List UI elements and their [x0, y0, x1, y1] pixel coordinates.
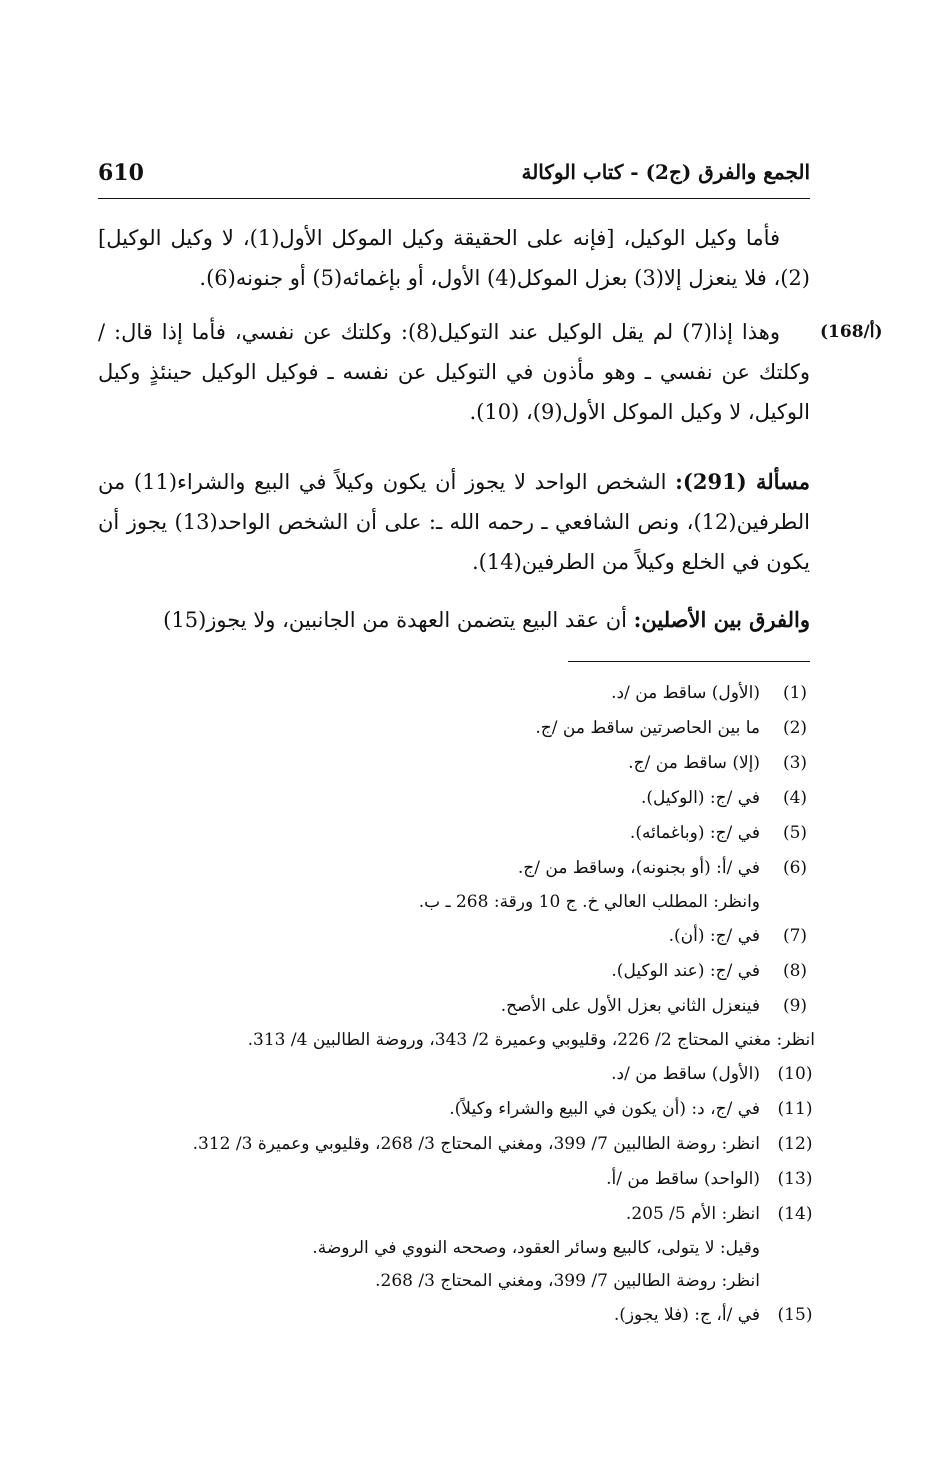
paragraph-difference: [98, 600, 810, 640]
footnote-text: في /أ، ج: (فلا يجوز).: [613, 1305, 760, 1325]
footnote: [130, 781, 815, 816]
footnote-number: (11): [777, 1099, 813, 1119]
page-number: 610: [98, 160, 144, 186]
footnote: [130, 711, 815, 746]
footnote-text: في /أ: (أو بجنونه)، وساقط من /ج.: [517, 858, 760, 878]
paragraph-1: [98, 218, 810, 298]
footnote-text: (الأول) ساقط من /د.: [611, 683, 760, 703]
footnote-number: (8): [782, 961, 808, 981]
footnote-text: في /ج: (أن).: [668, 926, 760, 946]
footnote-number: (12): [777, 1134, 813, 1154]
footnote: [130, 1057, 815, 1092]
footnote: [130, 851, 815, 886]
footnote-continuation: [130, 1265, 815, 1298]
footnote-text: انظر: روضة الطالبين 7/ 399، ومغني المحتاج 3/ 268، وقليوبي وعميرة 3/ 312.: [192, 1134, 760, 1154]
footnote-text: انظر: مغني المحتاج 2/ 226، وقليوبي وعميرة 2/ 343، وروضة الطالبين 4/ 313.: [247, 1030, 815, 1050]
issue-text: الشخص الواحد لا يجوز أن يكون وكيلاً في البيع والشراء(11) من الطرفين(12)، ونص الشافعي ـ رحمه الله ـ: على أن الشخص الواحد(13) يجوز أن يكون في الخلع وكيلاً من الطرفين(14).: [98, 470, 810, 574]
footnote-number: (2): [782, 718, 808, 738]
footnote-number: (7): [782, 926, 808, 946]
footnote: [130, 1127, 815, 1162]
footnote-text: في /ج: (وباغمائه).: [629, 823, 760, 843]
footnote-number: (14): [777, 1204, 813, 1224]
header-rule: [98, 198, 810, 199]
running-title: الجمع والفرق (ج2) - كتاب الوكالة: [521, 160, 810, 184]
footnote-text: وانظر: المطلب العالي خ. ج 10 ورقة: 268 ـ ب.: [418, 892, 760, 912]
footnote-text: ما بين الحاصرتين ساقط من /ج.: [535, 718, 760, 738]
footnote-text: في /ج: (عند الوكيل).: [611, 961, 760, 981]
footnote: [130, 1162, 815, 1197]
footnote-text: فينعزل الثاني بعزل الأول على الأصح.: [500, 996, 760, 1016]
footnote-text: (إلا) ساقط من /ج.: [628, 753, 760, 773]
footnote: [130, 816, 815, 851]
footnote-number: (6): [782, 858, 808, 878]
footnote-continuation: [130, 1232, 815, 1265]
footnote-text: (الواحد) ساقط من /أ.: [606, 1169, 760, 1189]
paragraph-2-text: وهذا إذا(7) لم يقل الوكيل عند التوكيل(8): وكلتك عن نفسي، فأما إذا قال: / وكلتك عن نفسي ـ وهو مأذون في التوكيل عن نفسه ـ فوكيل الوكيل حينئذٍ وكيل الوكيل، لا وكيل الموكل الأول(9)، (10).: [98, 320, 810, 424]
footnote: [130, 676, 815, 711]
footnote-number: (5): [782, 823, 808, 843]
paragraph-issue-291: [98, 462, 810, 582]
footnote: [130, 954, 815, 989]
paragraph-2: [98, 312, 810, 432]
footnote-number: (9): [782, 996, 808, 1016]
footnote-continuation: [130, 1024, 815, 1057]
footnote-continuation: [130, 886, 815, 919]
difference-heading: والفرق بين الأصلين:: [633, 607, 810, 632]
footnote-separator: [568, 661, 810, 662]
difference-text: أن عقد البيع يتضمن العهدة من الجانبين، ولا يجوز(15): [163, 608, 634, 632]
footnote-number: (13): [777, 1169, 813, 1189]
issue-heading: مسألة (291):: [675, 469, 810, 494]
footnotes: [130, 676, 815, 1333]
footnote: [130, 919, 815, 954]
footnote: [130, 1092, 815, 1127]
footnote-text: (الأول) ساقط من /د.: [611, 1064, 760, 1084]
footnote-number: (1): [782, 683, 808, 703]
footnote: [130, 989, 815, 1024]
footnote-number: (15): [777, 1305, 813, 1325]
paragraph-1-text: فأما وكيل الوكيل، [فإنه على الحقيقة وكيل الموكل الأول(1)، لا وكيل الوكيل](2)، فلا ينعزل إلا(3) بعزل الموكل(4) الأول، أو بإغمائه(5) أو جنونه(6).: [98, 226, 810, 290]
footnote-text: وقيل: لا يتولى، كالبيع وسائر العقود، وصححه النووي في الروضة.: [312, 1238, 760, 1258]
footnote-text: في /ج، د: (أن يكون في البيع والشراء وكيلاً).: [449, 1099, 760, 1119]
page-header: [98, 160, 810, 194]
footnote: [130, 1298, 815, 1333]
footnote-number: (4): [782, 788, 808, 808]
footnote: [130, 1197, 815, 1232]
footnote-number: (10): [777, 1064, 813, 1084]
footnote: [130, 746, 815, 781]
manuscript-folio-note: (168/أ): [820, 322, 883, 342]
footnote-text: انظر: روضة الطالبين 7/ 399، ومغني المحتاج 3/ 268.: [375, 1271, 760, 1291]
footnote-text: انظر: الأم 5/ 205.: [625, 1204, 760, 1224]
footnote-number: (3): [782, 753, 808, 773]
footnote-text: في /ج: (الوكيل).: [641, 788, 760, 808]
